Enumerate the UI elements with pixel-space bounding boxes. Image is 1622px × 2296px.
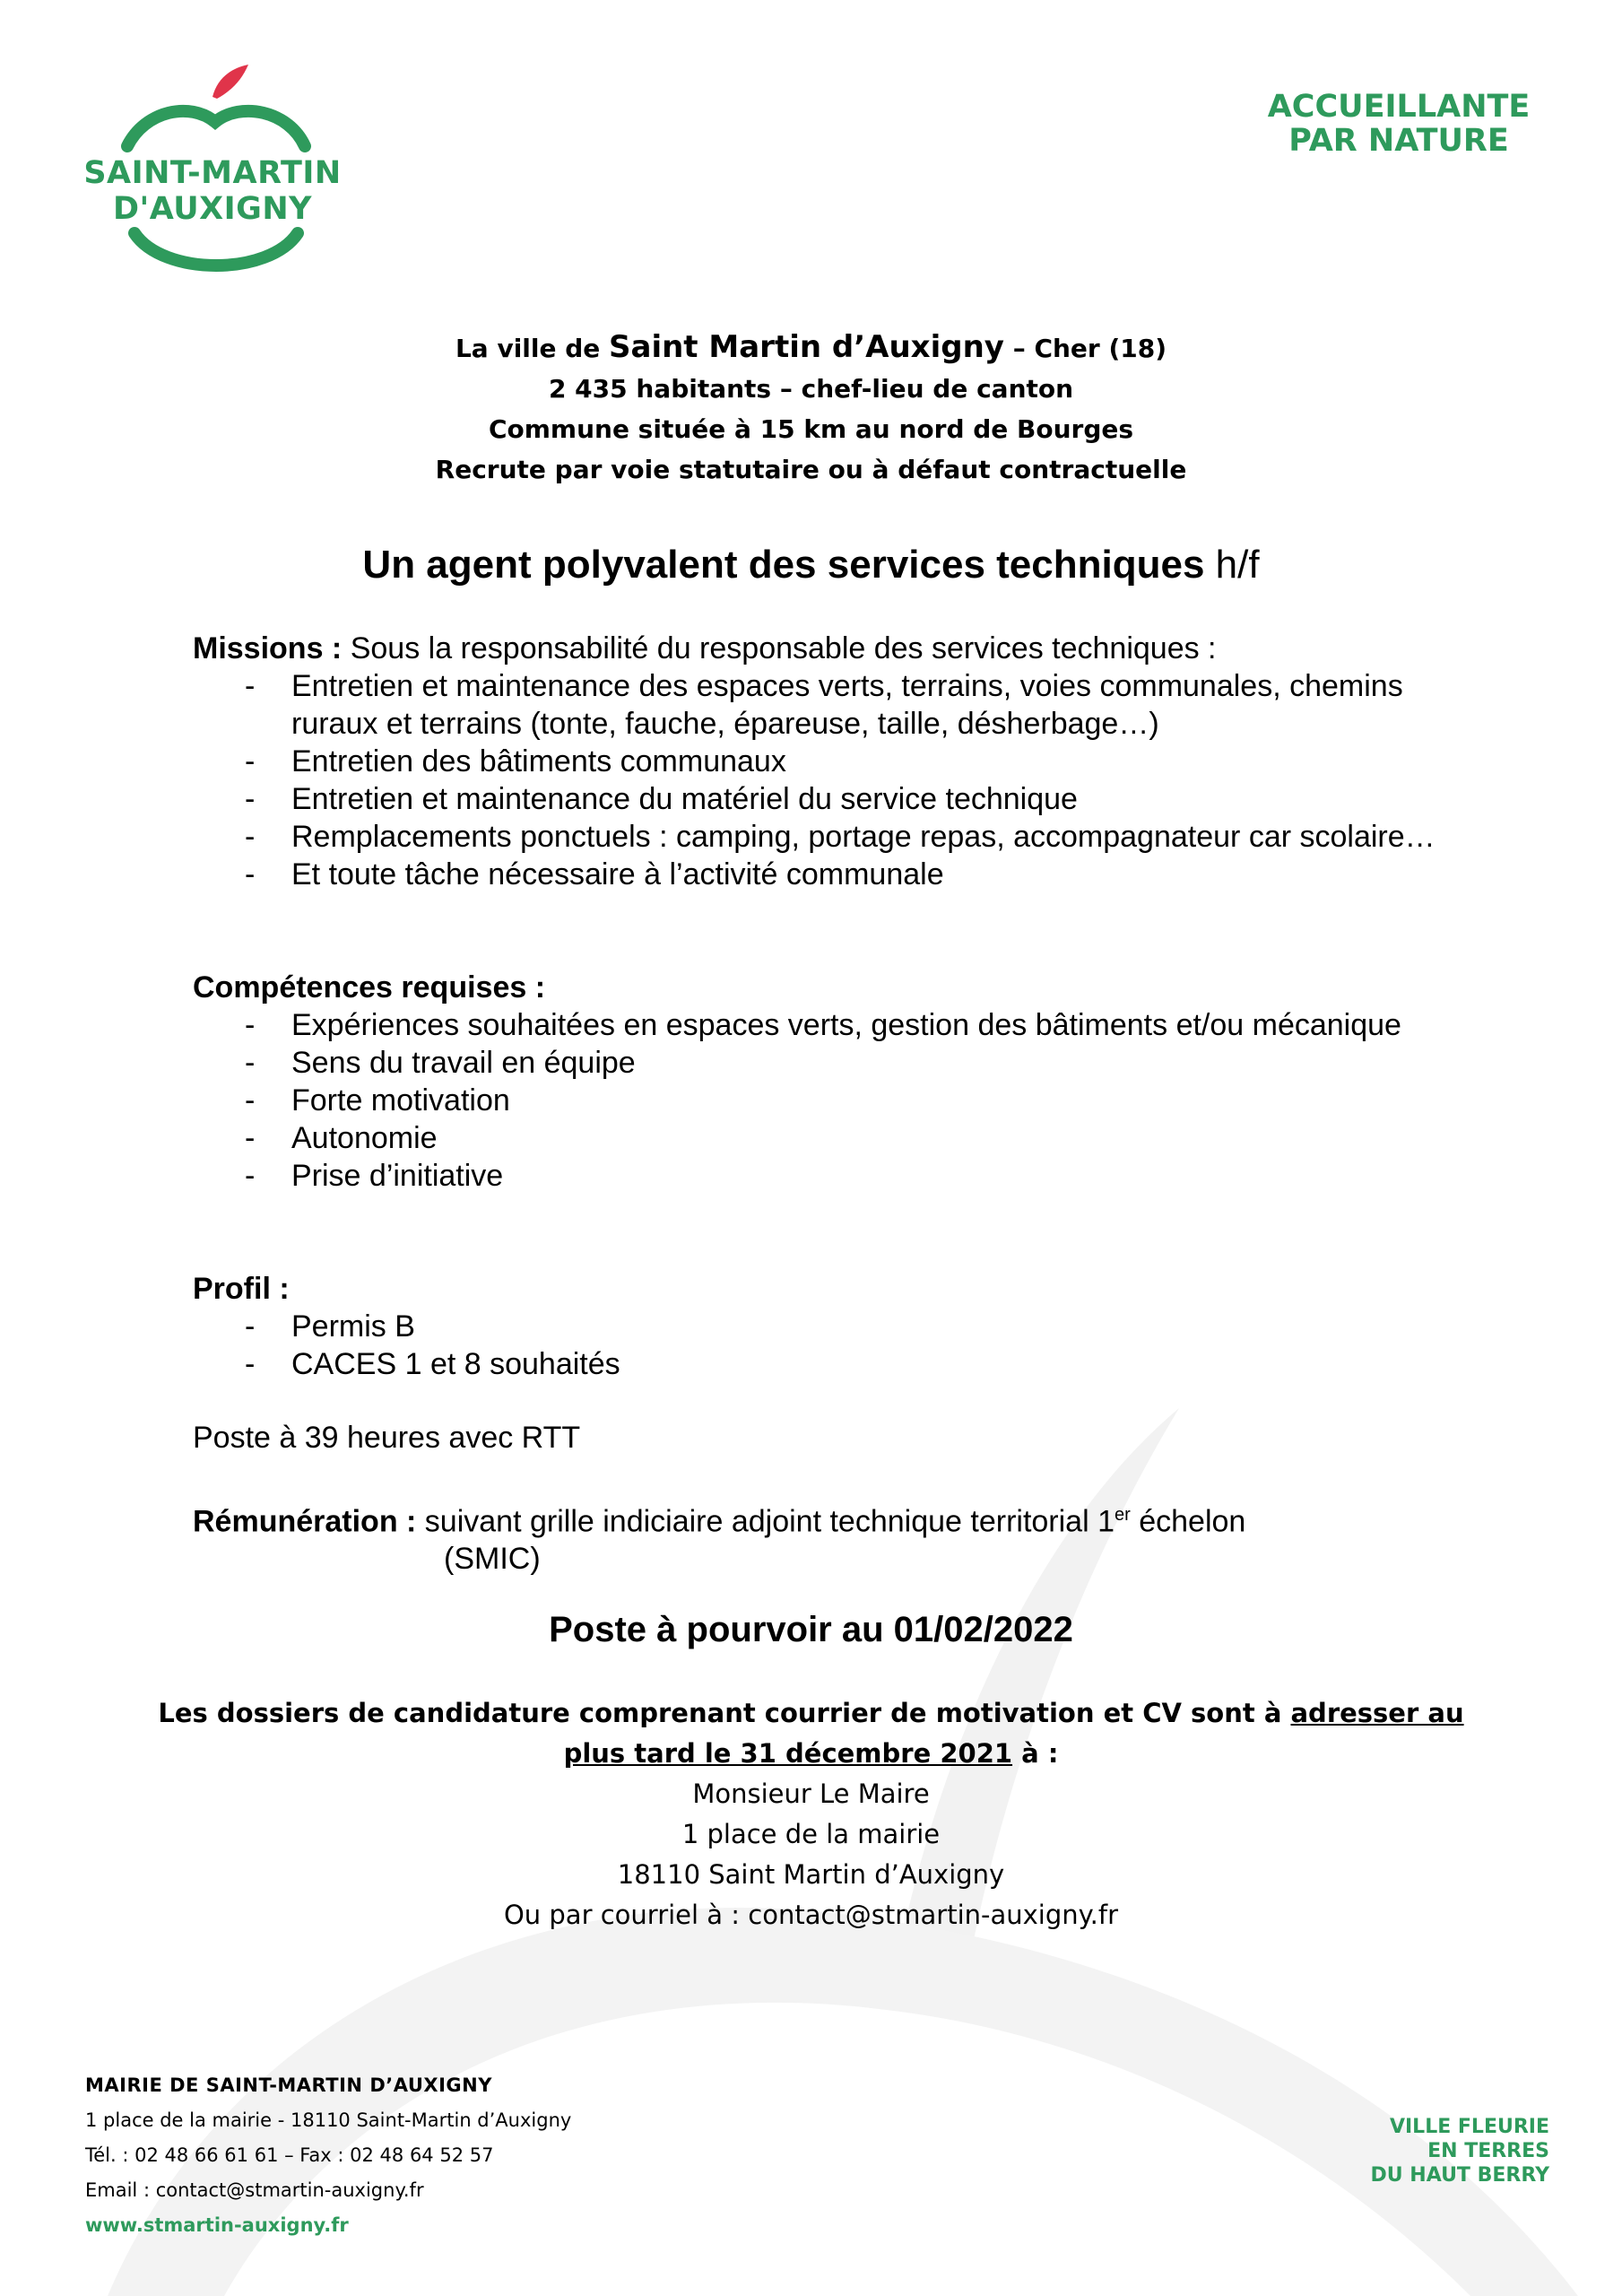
application-part1: Les dossiers de candidature comprenant courrier de motivation et CV sont à — [158, 1698, 1291, 1728]
application-part2: à : — [1012, 1738, 1059, 1769]
deadline-text: Poste à pourvoir au 01/02/2022 — [549, 1610, 1073, 1649]
footer-label — [1309, 2115, 1549, 2187]
address-line-1: Monsieur Le Maire — [692, 1779, 930, 1809]
footer-phone: Tél. : 02 48 66 61 61 – Fax : 02 48 64 52 57 — [85, 2144, 494, 2166]
competences-section — [193, 969, 1448, 1195]
logo-line-2: D'AUXIGNY — [112, 191, 313, 227]
missions-heading: Missions : — [193, 631, 343, 665]
competences-list — [193, 1006, 1448, 1195]
profil-heading: Profil : — [193, 1272, 290, 1306]
remuneration-line-2: (SMIC) — [444, 1542, 541, 1577]
footer-email: Email : contact@stmartin-auxigny.fr — [85, 2179, 424, 2201]
footer-contact — [85, 2068, 571, 2243]
tagline-line-1: ACCUEILLANTE — [1267, 89, 1531, 125]
list-item: - Entretien et maintenance du matériel du service technique — [193, 780, 1448, 818]
intro-line-3: Commune située à 15 km au nord de Bourges — [488, 414, 1134, 444]
missions-lead: Sous la responsabilité du responsable des services techniques : — [342, 631, 1217, 665]
address-line-3: 18110 Saint Martin d’Auxigny — [617, 1859, 1005, 1890]
intro-line-4: Recrute par voie statutaire ou à défaut contractuelle — [435, 455, 1187, 484]
list-item: - Forte motivation — [193, 1082, 1448, 1119]
footer-website[interactable]: www.stmartin-auxigny.fr — [85, 2214, 349, 2236]
missions-lead-line — [193, 630, 1448, 667]
job-title — [0, 543, 1622, 587]
footer-address: 1 place de la mairie - 18110 Saint-Martin d’Auxigny — [85, 2109, 572, 2131]
logo-line-1: SAINT-MARTIN — [83, 155, 342, 191]
hours-text: Poste à 39 heures avec RTT — [193, 1421, 581, 1455]
intro-line-2: 2 435 habitants – chef-lieu de canton — [548, 374, 1074, 404]
footer-label-line-3: DU HAUT BERRY — [1370, 2164, 1549, 2187]
list-item: - Autonomie — [193, 1119, 1448, 1157]
intro-block — [0, 327, 1622, 490]
list-item: - Entretien et maintenance des espaces verts, terrains, voies communales, chemins ruraux et terrains (tonte, fauche, épareuse, taille, désherbage…) — [193, 667, 1448, 743]
application-line-2 — [0, 1734, 1622, 1774]
application-block — [0, 1693, 1622, 1935]
list-item: - Expériences souhaitées en espaces verts, gestion des bâtiments et/ou mécanique — [193, 1006, 1448, 1044]
tagline — [1237, 90, 1560, 158]
intro-town: Saint Martin d’Auxigny — [609, 329, 1004, 365]
list-item: - Et toute tâche nécessaire à l’activité communale — [193, 856, 1448, 893]
application-line-1 — [0, 1693, 1622, 1734]
footer-label-line-1: VILLE FLEURIE — [1389, 2116, 1549, 2138]
list-item: - CACES 1 et 8 souhaités — [193, 1345, 1448, 1383]
remuneration-text: suivant grille indiciaire adjoint technique territorial 1 — [416, 1504, 1115, 1539]
footer-title: MAIRIE DE SAINT-MARTIN D’AUXIGNY — [85, 2074, 492, 2096]
intro-prefix: La ville de — [455, 334, 610, 363]
intro-line-1 — [0, 327, 1622, 369]
job-title-text: Un agent polyvalent des services techniques — [362, 543, 1216, 587]
profil-section — [193, 1270, 1448, 1383]
job-title-hf: h/f — [1215, 543, 1260, 587]
remuneration-heading: Rémunération : — [193, 1504, 417, 1539]
application-underlined1: adresser au — [1290, 1698, 1464, 1728]
profil-list — [193, 1308, 1448, 1383]
list-item: - Remplacements ponctuels : camping, portage repas, accompagnateur car scolaire… — [193, 818, 1448, 856]
list-item: - Sens du travail en équipe — [193, 1044, 1448, 1082]
application-underlined2: plus tard le 31 décembre 2021 — [563, 1738, 1013, 1769]
town-logo — [65, 61, 369, 285]
list-item: - Permis B — [193, 1308, 1448, 1345]
email-line: Ou par courriel à : contact@stmartin-auxigny.fr — [503, 1900, 1119, 1930]
tagline-line-2: PAR NATURE — [1288, 123, 1509, 159]
remuneration-sup: er — [1115, 1505, 1131, 1525]
missions-section — [193, 630, 1448, 893]
list-item: - Entretien des bâtiments communaux — [193, 743, 1448, 780]
competences-heading: Compétences requises : — [193, 970, 546, 1004]
missions-list — [193, 667, 1448, 893]
remuneration-section — [193, 1496, 1448, 1578]
list-item: - Prise d’initiative — [193, 1157, 1448, 1195]
remuneration-text-end: échelon — [1130, 1504, 1246, 1539]
address-line-2: 1 place de la mairie — [681, 1819, 941, 1849]
footer-label-line-2: EN TERRES — [1427, 2140, 1549, 2162]
remuneration-line-1 — [193, 1496, 1448, 1540]
intro-suffix: – Cher (18) — [1003, 334, 1167, 363]
